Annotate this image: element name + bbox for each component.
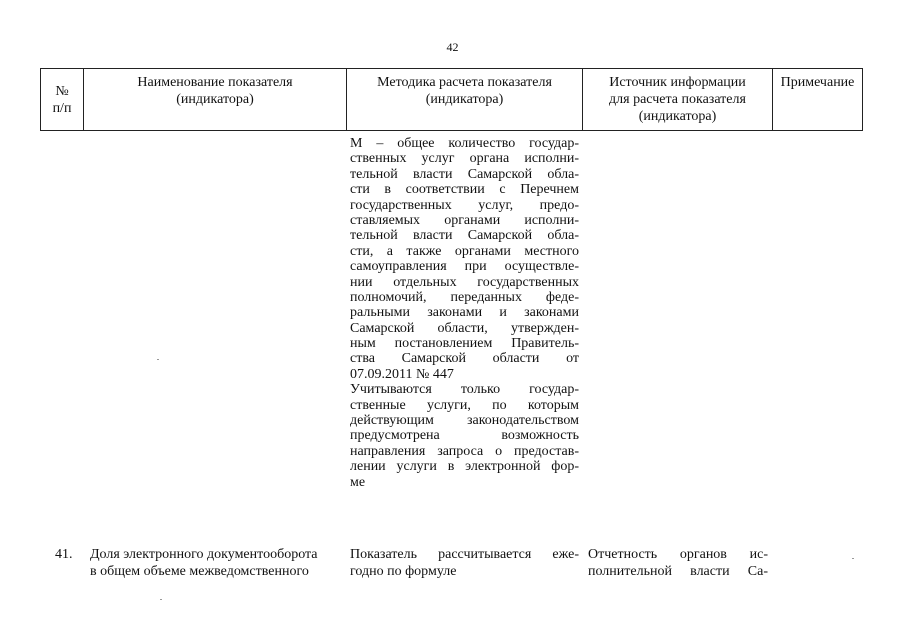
method-line: ства Самарской области от <box>350 351 579 367</box>
method-line: ным постановлением Правитель- <box>350 336 579 352</box>
method-line: ственные услуги, по которым <box>350 397 579 413</box>
method-line: тельной власти Самарской обла- <box>350 166 579 182</box>
scan-speck <box>157 359 159 360</box>
method-line: самоуправления при осуществле- <box>350 259 579 275</box>
row-41-source: Отчетность органов ис- полнительной власти Са- <box>588 547 768 579</box>
method-line: сти, а также органами местного <box>350 243 579 259</box>
page-number: 42 <box>446 40 459 54</box>
method-line: Учитываются только государ- <box>350 382 579 398</box>
method-line: ственных услуг органа исполни- <box>350 151 579 167</box>
header-top-border <box>40 68 862 69</box>
method-line: ме <box>350 474 366 490</box>
scan-speck <box>160 599 162 600</box>
row-41-num: 41. <box>55 547 73 562</box>
method-line: тельной власти Самарской обла- <box>350 228 579 244</box>
col-divider-5 <box>862 68 863 131</box>
method-line: действующим законодательством <box>350 413 579 429</box>
method-line: ставляемых органами исполни- <box>350 212 579 228</box>
method-line: полномочий, переданных феде- <box>350 289 579 305</box>
method-line: 07.09.2011 № 447 <box>350 366 454 382</box>
method-line: ральными законами и законами <box>350 305 579 321</box>
header-note: Примечание <box>780 75 855 90</box>
method-line: направления запроса о предостав- <box>350 443 579 459</box>
method-line: государственных услуг, предо- <box>350 197 579 213</box>
method-line: предусмотрена возможность <box>350 428 579 444</box>
header-num: № п/п <box>52 84 72 116</box>
header-bottom-border <box>40 130 862 131</box>
method-line: Самарской области, утвержден- <box>350 320 579 336</box>
row-41-method: Показатель рассчитывается еже- годно по формуле <box>350 547 579 579</box>
scan-speck <box>852 558 854 559</box>
method-line: нии отдельных государственных <box>350 274 579 290</box>
method-line: сти в соответствии с Перечнем <box>350 182 579 198</box>
row-41-name: Доля электронного документооборота в общем объеме межведомственного <box>90 547 318 579</box>
method-line: М – общее количество государ- <box>350 136 579 151</box>
header-source: Источник информации для расчета показателя (индикатора) <box>609 75 746 124</box>
header-method: Методика расчета показателя (индикатора) <box>377 75 552 107</box>
method-line: лении услуги в электронной фор- <box>350 459 579 475</box>
header-name: Наименование показателя (индикатора) <box>137 75 293 107</box>
method-continuation <box>350 136 579 490</box>
